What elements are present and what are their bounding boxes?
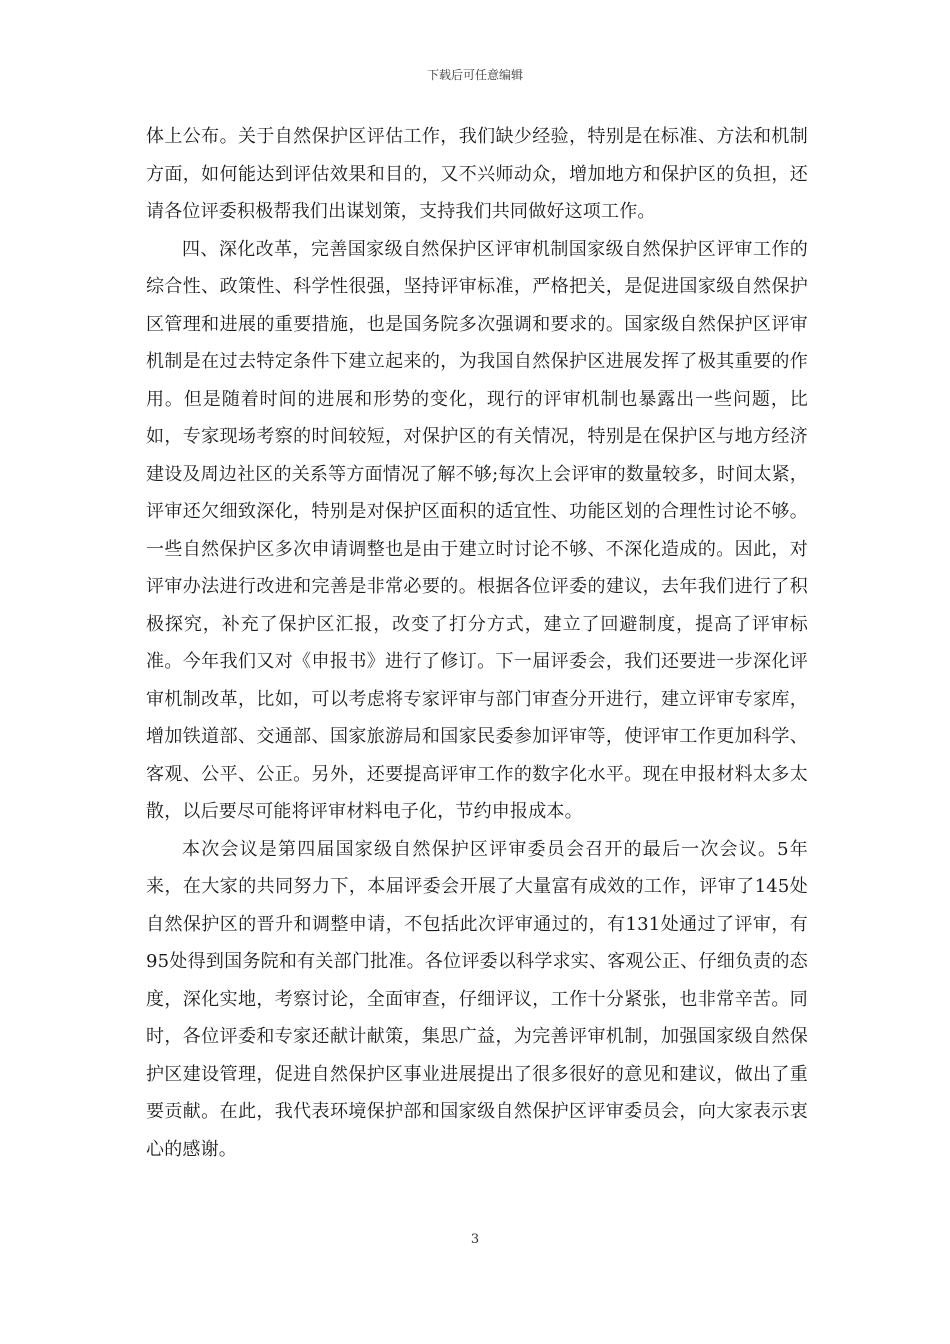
- paragraph-continuation: 体上公布。关于自然保护区评估工作，我们缺少经验，特别是在标准、方法和机制方面，如何能达到评估效果和目的，又不兴师动众，增加地方和保护区的负担，还请各位评委积极帮我们出谋划策，支持我们共同做好这项工作。: [146, 126, 808, 222]
- page-header: 下载后可任意编辑: [426, 68, 523, 82]
- page-number: 3: [470, 1232, 480, 1247]
- paragraph-section-four: 四、深化改革，完善国家级自然保护区评审机制国家级自然保护区评审工作的综合性、政策性、科学性很强，坚持评审标准，严格把关，是促进国家级自然保护区管理和进展的重要措施，也是国务院多次强调和要求的。国家级自然保护区评审机制是在过去特定条件下建立起来的，为我国自然保护区进展发挥了极其重要的作用。但是随着时间的进展和形势的变化，现行的评审机制也暴露出一些问题，比如，专家现场考察的时间较短，对保护区的有关情况，特别是在保护区与地方经济建设及周边社区的关系等方面情况了解不够;每次上会评审的数量较多，时间太紧，评审还欠细致深化，特别是对保护区面积的适宜性、功能区划的合理性讨论不够。一些自然保护区多次申请调整也是由于建立时讨论不够、不深化造成的。因此，对评审办法进行改进和完善是非常必要的。根据各位评委的建议，去年我们进行了积极探究，补充了保护区汇报，改变了打分方式，建立了回避制度，提高了评审标准。今年我们又对《申报书》进行了修订。下一届评委会，我们还要进一步深化评审机制改革，比如，可以考虑将专家评审与部门审查分开进行，建立评审专家库，增加铁道部、交通部、国家旅游局和国家民委参加评审等，使评审工作更加科学、客观、公平、公正。另外，还要提高评审工作的数字化水平。现在申报材料太多太散，以后要尽可能将评审材料电子化，节约申报成本。: [146, 238, 808, 822]
- paragraph-closing: 本次会议是第四届国家级自然保护区评审委员会召开的最后一次会议。5年来，在大家的共同努力下，本届评委会开展了大量富有成效的工作，评审了145处自然保护区的晋升和调整申请，不包括此次评审通过的，有131处通过了评审，有95处得到国务院和有关部门批准。各位评委以科学求实、客观公正、仔细负责的态度，深化实地，考察讨论，全面审查，仔细评议，工作十分紧张，也非常辛苦。同时，各位评委和专家还献计献策，集思广益，为完善评审机制，加强国家级自然保护区建设管理，促进自然保护区事业进展提出了很多很好的意见和建议，做出了重要贡献。在此，我代表环境保护部和国家级自然保护区评审委员会，向大家表示衷心的感谢。: [146, 838, 808, 1160]
- document-body: [146, 118, 808, 1168]
